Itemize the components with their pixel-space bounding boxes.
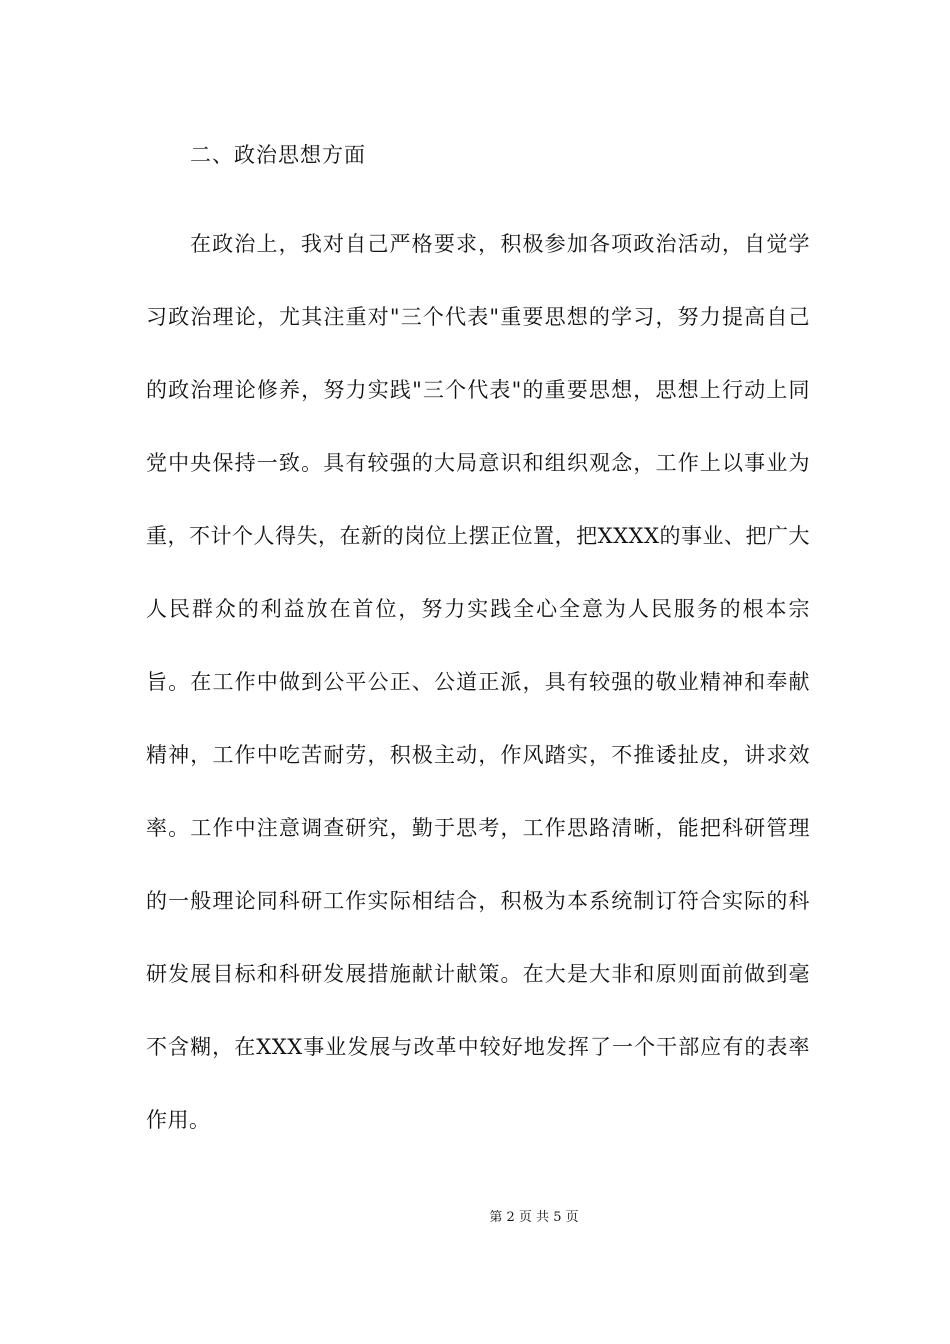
body-paragraph: 在政治上，我对自己严格要求，积极参加各项政治活动，自觉学习政治理论，尤其注重对"三个代表"重要思想的学习，努力提高自己的政治理论修养，努力实践"三个代表"的重要思想，思想上行动上同党中央保持一致。具有较强的大局意识和组织观念，工作上以事业为重，不计个人得失，在新的岗位上摆正位置，把XXXX的事业、把广大人民群众的利益放在首位，努力实践全心全意为人民服务的根本宗旨。在工作中做到公平公正、公道正派，具有较强的敬业精神和奉献精神，工作中吃苦耐劳，积极主动，作风踏实，不推诿扯皮，讲求效率。工作中注意调查研究，勤于思考，工作思路清晰，能把科研管理的一般理论同科研工作实际相结合，积极为本系统制订符合实际的科研发展目标和科研发展措施献计献策。在大是大非和原则面前做到毫不含糊，在XXX事业发展与改革中较好地发挥了一个干部应有的表率作用。	[146, 232, 810, 1132]
page-number-footer: 第 2 页 共 5 页	[489, 1210, 579, 1225]
section-heading: 二、政治思想方面	[190, 143, 366, 167]
